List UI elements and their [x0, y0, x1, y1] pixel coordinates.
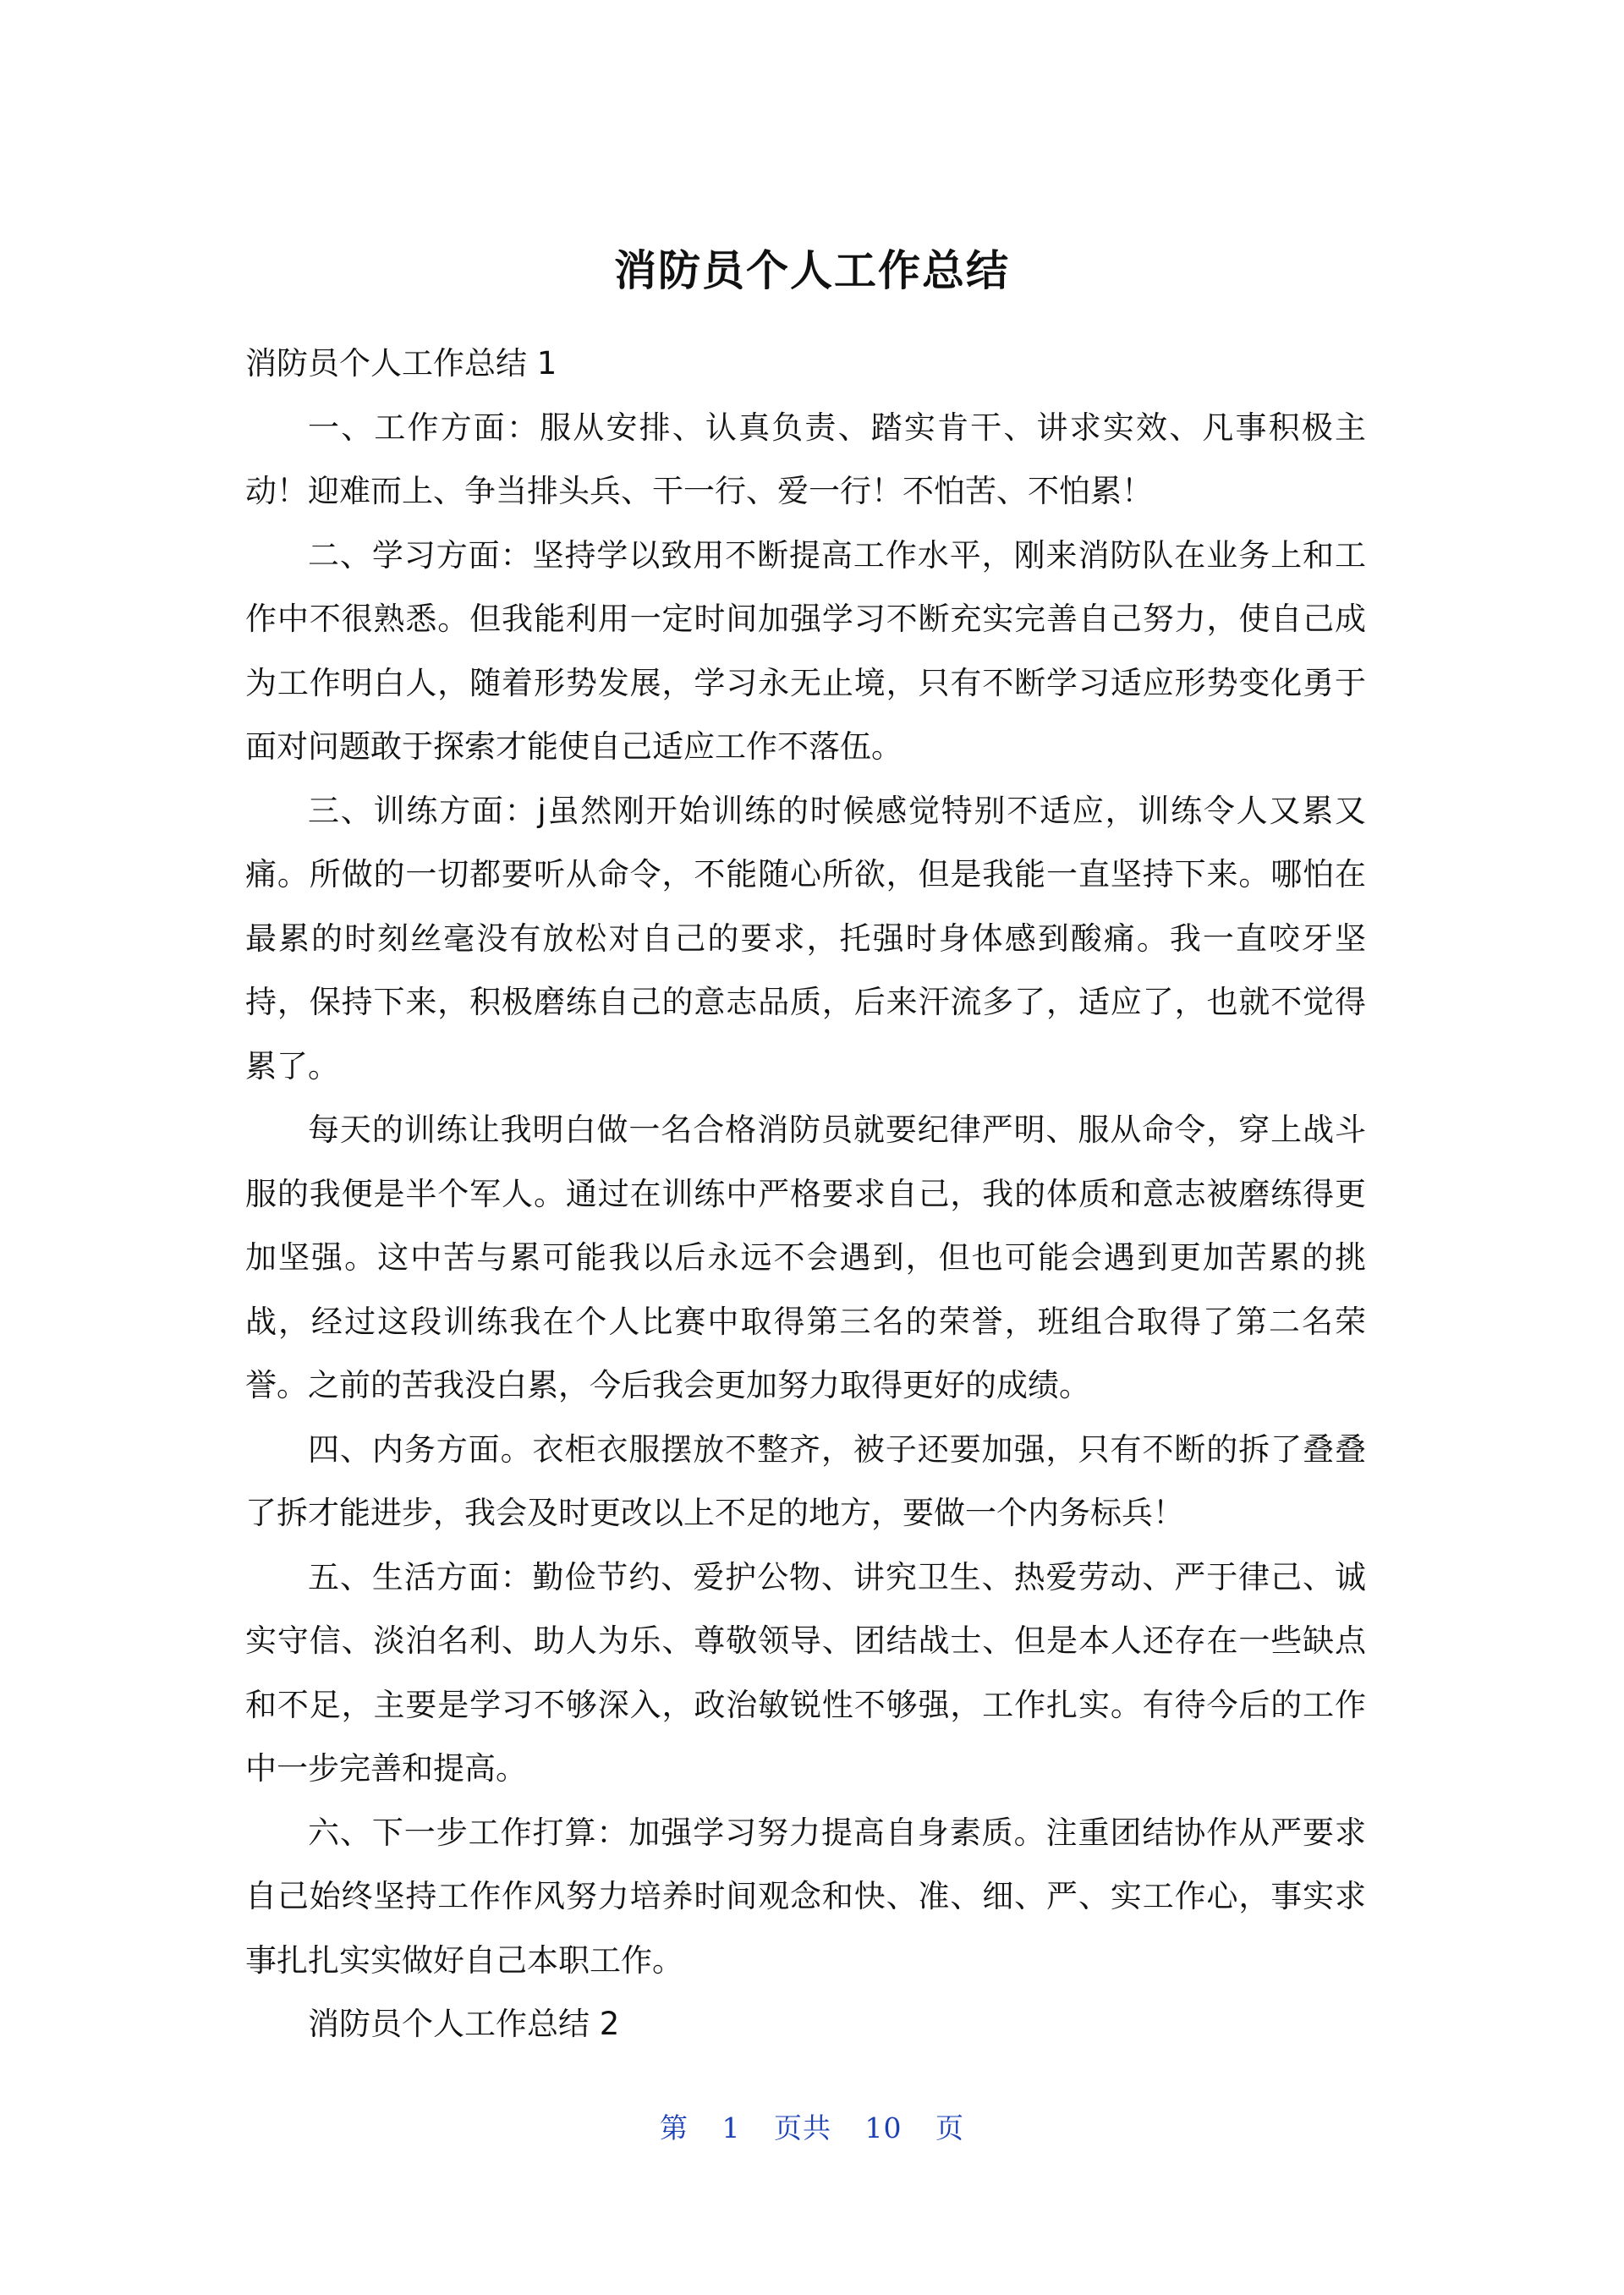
section-heading-1: 消防员个人工作总结 1	[245, 345, 557, 382]
footer-word-ye: 页	[935, 2111, 964, 2144]
paragraph-training: 三、训练方面：j虽然刚开始训练的时候感觉特别不适应，训练令人又累又痛。所做的一切都要听从命令，不能随心所欲，但是我能一直坚持下来。哪怕在最累的时刻丝毫没有放松对自己的要求，托强时身体感到酸痛。我一直咬牙坚持，保持下来，积极磨练自己的意志品质，后来汗流多了，适应了，也就不觉得累了。	[245, 792, 1366, 1084]
page-footer	[0, 2106, 1624, 2146]
footer-total-pages: 10	[864, 2111, 903, 2144]
document-body	[245, 332, 1366, 2056]
paragraph-housekeeping: 四、内务方面。衣柜衣服摆放不整齐，被子还要加强，只有不断的拆了叠叠了拆才能进步，我会及时更改以上不足的地方，要做一个内务标兵！	[245, 1430, 1366, 1531]
section-heading-2: 消防员个人工作总结 2	[308, 2006, 620, 2042]
footer-word-yegong: 页共	[774, 2111, 831, 2144]
paragraph-study: 二、学习方面：坚持学以致用不断提高工作水平，刚来消防队在业务上和工作中不很熟悉。但我能利用一定时间加强学习不断充实完善自己努力，使自己成为工作明白人，随着形势发展，学习永无止境，只有不断学习适应形势变化勇于面对问题敢于探索才能使自己适应工作不落伍。	[245, 536, 1366, 765]
document-title: 消防员个人工作总结	[614, 246, 1010, 295]
paragraph-life: 五、生活方面：勤俭节约、爱护公物、讲究卫生、热爱劳动、严于律己、诚实守信、淡泊名利、助人为乐、尊敬领导、团结战士、但是本人还存在一些缺点和不足，主要是学习不够深入，政治敏锐性不够强，工作扎实。有待今后的工作中一步完善和提高。	[245, 1558, 1366, 1787]
footer-page-number: 1	[721, 2111, 741, 2144]
footer-word-di: 第	[660, 2111, 689, 2144]
paragraph-next-steps: 六、下一步工作打算：加强学习努力提高自身素质。注重团结协作从严要求自己始终坚持工作作风努力培养时间观念和快、准、细、严、实工作心，事实求事扎扎实实做好自己本职工作。	[245, 1814, 1366, 1979]
paragraph-work: 一、工作方面：服从安排、认真负责、踏实肯干、讲求实效、凡事积极主动！迎难而上、争当排头兵、干一行、爱一行！不怕苦、不怕累！	[245, 409, 1366, 509]
paragraph-daily-training: 每天的训练让我明白做一名合格消防员就要纪律严明、服从命令，穿上战斗服的我便是半个军人。通过在训练中严格要求自己，我的体质和意志被磨练得更加坚强。这中苦与累可能我以后永远不会遇到，但也可能会遇到更加苦累的挑战，经过这段训练我在个人比赛中取得第三名的荣誉，班组合取得了第二名荣誉。之前的苦我没白累，今后我会更加努力取得更好的成绩。	[245, 1112, 1366, 1403]
